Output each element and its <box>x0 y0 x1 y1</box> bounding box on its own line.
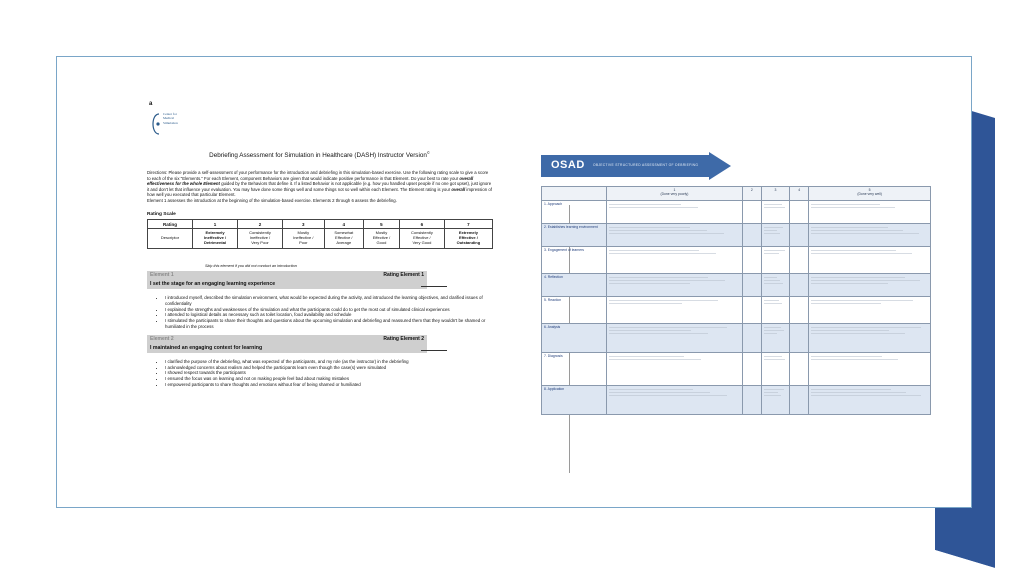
desc-line: Effective / <box>372 235 391 241</box>
illegible-text <box>609 303 682 304</box>
illegible-text <box>764 359 786 360</box>
directions-emphasis-2: overall <box>451 186 466 192</box>
element-title: I maintained an engaging context for learning <box>150 344 263 351</box>
illegible-text <box>811 330 889 331</box>
directions-part-2: guided by the Behaviors that define it. If a listed Behavior is not applicable (e.g. how you handled upset people if no one got upset), just ignore it and don't let that influence your evaluation. You may have done some things well and some things not so well within each Element. The Element rating is your <box>147 181 492 192</box>
desc-line: Outstanding <box>456 239 481 245</box>
illegible-text <box>764 356 783 357</box>
osad-cell <box>607 324 743 353</box>
osad-cell <box>607 353 743 386</box>
osad-category: 8. Application <box>542 386 607 415</box>
illegible-text <box>811 333 904 334</box>
rating-blank <box>421 286 447 287</box>
osad-col-header: 4 <box>790 187 809 201</box>
osad-cell <box>809 353 931 386</box>
directions-text <box>147 170 492 203</box>
table-row <box>542 274 931 297</box>
element-2-behaviors <box>147 359 492 388</box>
osad-cell <box>790 324 809 353</box>
col-desc: (Done very poorly) <box>660 192 689 196</box>
osad-title: OSAD <box>551 159 585 171</box>
illegible-text <box>811 250 896 251</box>
col-desc: (Done very well) <box>857 192 882 196</box>
illegible-text <box>609 392 710 393</box>
scale-num: 2 <box>238 220 283 229</box>
table-row <box>542 297 931 324</box>
osad-cell <box>607 297 743 324</box>
scale-rating-header: Rating <box>148 220 193 229</box>
illegible-text <box>811 207 895 208</box>
osad-cell <box>742 324 761 353</box>
col-score: 1 <box>673 188 676 192</box>
scale-descriptor <box>238 229 283 249</box>
osad-cell <box>809 386 931 415</box>
osad-cell <box>790 224 809 247</box>
illegible-text <box>609 333 708 334</box>
desc-line: Ineffective / <box>204 235 227 241</box>
illegible-text <box>811 204 880 205</box>
illegible-text <box>764 392 778 393</box>
illegible-text <box>764 333 778 334</box>
illegible-text <box>811 389 890 390</box>
skip-note: Skip this element if you did not conduct an introduction <box>205 264 297 269</box>
scale-descriptor <box>282 229 324 249</box>
osad-category: 7. Diagnosis <box>542 353 607 386</box>
osad-cell <box>742 386 761 415</box>
illegible-text <box>609 230 707 231</box>
desc-line: Consistently <box>249 230 271 236</box>
illegible-text <box>609 250 699 251</box>
list-item: • I introduced myself, described the simulation environment, what would be expected during the activity, and introduced the learning objectives, and clarified issues of confidentiality <box>165 295 492 307</box>
osad-cell <box>607 274 743 297</box>
illegible-text <box>811 233 918 234</box>
scale-descriptor-header: Descriptor <box>148 229 193 249</box>
list-item: • I ensured the focus was on learning and not on making people feel bad about making mistakes <box>165 376 492 382</box>
list-item: • I stimulated the participants to share their thoughts and questions about the upcoming simulation and debriefing and reassured them that they wouldn't be shamed or humiliated in the process <box>165 318 492 330</box>
scale-descriptor-row <box>148 229 493 249</box>
illegible-text <box>811 327 921 328</box>
osad-col-header <box>809 187 931 201</box>
desc-line: Good <box>376 239 387 245</box>
illegible-text <box>811 230 903 231</box>
illegible-text <box>811 277 904 278</box>
scale-descriptor <box>363 229 399 249</box>
list-item: • I empowered participants to share thoughts and emotions without fear of being shamed or humiliated <box>165 382 492 388</box>
illegible-text <box>764 227 784 228</box>
illegible-text <box>764 330 784 331</box>
illegible-text <box>764 303 782 304</box>
element-title: I set the stage for an engaging learning experience <box>150 281 276 288</box>
rating-scale-table <box>147 219 493 249</box>
osad-rubric <box>541 152 931 415</box>
illegible-text <box>609 204 681 205</box>
desc-line: Ineffective / <box>293 235 314 241</box>
osad-cell <box>742 247 761 274</box>
table-row <box>542 201 931 224</box>
document-title <box>147 150 492 159</box>
osad-cell <box>742 353 761 386</box>
illegible-text <box>811 300 913 301</box>
osad-cell <box>809 297 931 324</box>
element-number: Element 1 <box>150 272 174 279</box>
osad-cell <box>809 247 931 274</box>
illegible-text <box>609 389 693 390</box>
osad-cell <box>761 324 789 353</box>
osad-cell <box>809 201 931 224</box>
osad-category: 3. Engagement of learners <box>542 247 607 274</box>
illegible-text <box>609 327 727 328</box>
col-score: 5 <box>868 188 871 192</box>
element-number: Element 2 <box>150 335 174 342</box>
osad-category: 2. Establishes learning environment <box>542 224 607 247</box>
illegible-text <box>764 300 779 301</box>
osad-table <box>541 186 931 415</box>
illegible-text <box>811 303 881 304</box>
osad-cell <box>790 201 809 224</box>
illegible-text <box>609 207 698 208</box>
illegible-text <box>609 280 725 281</box>
list-item: • I explained the strengths and weaknesses of the simulation and what the participants could do to get the most out of simulated clinical experiences <box>165 307 492 313</box>
desc-line: Mostly <box>375 230 388 236</box>
illegible-text <box>764 280 781 281</box>
osad-cell <box>761 224 789 247</box>
illegible-text <box>609 300 718 301</box>
illegible-text <box>811 227 888 228</box>
osad-col-header <box>607 187 743 201</box>
desc-line: Ineffective / <box>249 235 271 241</box>
directions-part-1: Directions: Please provide a self-assessment of your performance for the introduction and debriefing in this simulation-based exercise. Use the following rating scale to give a score to each of the six "Elements." For each Element, component Behaviors are given that would indicate positive performance in that Element. Do your best to rate your <box>147 170 489 181</box>
desc-line: Extremely <box>205 230 225 236</box>
desc-line: Detrimental <box>204 239 227 245</box>
table-row <box>542 224 931 247</box>
scale-num: 1 <box>193 220 238 229</box>
desc-line: Average <box>336 239 352 245</box>
osad-cell <box>607 247 743 274</box>
illegible-text <box>764 253 779 254</box>
osad-cell <box>607 224 743 247</box>
osad-category: 6. Analysis <box>542 324 607 353</box>
list-item: • I clarified the purpose of the debriefing, what was expected of the participants, and my role (as the instructor) in the debriefing <box>165 359 492 365</box>
element-1-behaviors <box>147 295 492 330</box>
desc-line: Mostly <box>297 230 310 236</box>
osad-cell <box>761 297 789 324</box>
illegible-text <box>764 389 784 390</box>
scale-descriptor <box>444 229 492 249</box>
osad-category: 4. Reflection <box>542 274 607 297</box>
illegible-text <box>811 356 882 357</box>
illegible-text <box>764 327 781 328</box>
osad-cell <box>607 386 743 415</box>
scale-num: 3 <box>282 220 324 229</box>
illegible-text <box>811 392 906 393</box>
osad-header-row <box>542 187 931 201</box>
desc-line: Very Poor <box>251 239 269 245</box>
osad-cell <box>742 201 761 224</box>
illegible-text <box>811 359 897 360</box>
osad-cell <box>790 297 809 324</box>
desc-line: Poor <box>299 239 308 245</box>
osad-category: 1. Approach <box>542 201 607 224</box>
figure-label: a <box>149 101 153 107</box>
osad-cell <box>761 274 789 297</box>
content-card <box>56 56 972 508</box>
illegible-text <box>609 227 690 228</box>
illegible-text <box>609 359 701 360</box>
osad-cell <box>761 386 789 415</box>
illegible-text <box>609 277 708 278</box>
illegible-text <box>764 277 778 278</box>
scale-num: 6 <box>400 220 445 229</box>
osad-cell <box>809 274 931 297</box>
logo-line-1: Center for <box>163 112 177 116</box>
osad-cell <box>761 201 789 224</box>
scale-rating-row <box>148 220 493 229</box>
desc-line: Extremely <box>458 230 478 236</box>
osad-category: 5. Reaction <box>542 297 607 324</box>
illegible-text <box>609 233 724 234</box>
desc-line: Somewhat <box>334 230 354 236</box>
element-2-header <box>147 335 427 353</box>
osad-banner <box>541 152 931 180</box>
scale-num: 5 <box>363 220 399 229</box>
osad-cell <box>742 224 761 247</box>
table-row <box>542 353 931 386</box>
illegible-text <box>764 250 785 251</box>
illegible-text <box>609 253 716 254</box>
osad-cell <box>607 201 743 224</box>
osad-col-header: 2 <box>742 187 761 201</box>
copyright-mark: © <box>426 150 430 155</box>
osad-cell <box>790 247 809 274</box>
osad-cell <box>742 297 761 324</box>
illegible-text <box>764 233 780 234</box>
illegible-text <box>764 204 782 205</box>
osad-cell <box>809 324 931 353</box>
desc-line: Effective / <box>413 235 431 241</box>
rating-blank <box>421 350 447 351</box>
element-rating-label: Rating Element 2 <box>383 335 424 342</box>
element-rating-label: Rating Element 1 <box>383 272 424 279</box>
element-1-header <box>147 271 427 289</box>
osad-cell <box>761 247 789 274</box>
illegible-text <box>764 283 784 284</box>
logo-line-3: Simulation <box>163 120 178 125</box>
osad-col-header: 3 <box>761 187 789 201</box>
illegible-text <box>811 280 920 281</box>
dash-document <box>147 101 492 393</box>
logo-line-2: Medical <box>163 116 175 121</box>
osad-subtitle: OBJECTIVE STRUCTURED ASSESSMENT OF DEBRIEFING <box>593 163 699 167</box>
list-item: • I attended to logistical details as necessary such as toilet location, food availability and schedule <box>165 312 492 318</box>
center-logo <box>149 112 492 138</box>
directions-part-3: impression of how well you executed that particular Element. <box>147 186 492 198</box>
desc-line: Effective / <box>335 235 353 241</box>
scale-descriptor <box>324 229 363 249</box>
illegible-text <box>609 356 684 357</box>
desc-line: Effective / <box>458 235 478 241</box>
osad-cell <box>790 353 809 386</box>
scale-descriptor <box>400 229 445 249</box>
illegible-text <box>609 283 690 284</box>
illegible-text <box>609 395 727 396</box>
document-title-text: Debriefing Assessment for Simulation in Healthcare (DASH) Instructor Version <box>209 152 427 160</box>
illegible-text <box>764 230 777 231</box>
illegible-text <box>811 283 888 284</box>
table-row <box>542 386 931 415</box>
rating-scale-heading: Rating Scale <box>147 212 176 218</box>
list-item: • I showed respect towards the participants <box>165 370 492 376</box>
osad-corner <box>542 187 607 201</box>
osad-cell <box>809 224 931 247</box>
scale-descriptor <box>193 229 238 249</box>
list-item: • I acknowledged concerns about realism and helped the participants learn even though the case(s) were simulated <box>165 365 492 371</box>
directions-part-4: Element 1 assesses the introduction at the beginning of the simulation-based exercise. Elements 2 through 6 assess the debriefing. <box>147 197 397 203</box>
table-row <box>542 247 931 274</box>
scale-num: 4 <box>324 220 363 229</box>
osad-cell <box>790 386 809 415</box>
illegible-text <box>609 330 691 331</box>
logo-mark-icon <box>149 112 161 136</box>
osad-cell <box>742 274 761 297</box>
logo-text <box>163 112 178 125</box>
scale-num: 7 <box>444 220 492 229</box>
osad-cell <box>790 274 809 297</box>
desc-line: Consistently <box>411 230 433 236</box>
osad-cell <box>761 353 789 386</box>
desc-line: Very Good <box>412 239 432 245</box>
illegible-text <box>811 253 911 254</box>
illegible-text <box>811 395 921 396</box>
illegible-text <box>764 207 785 208</box>
table-row <box>542 324 931 353</box>
directions-emphasis-1: overall effectiveness for the whole Element <box>147 175 474 187</box>
illegible-text <box>764 395 781 396</box>
